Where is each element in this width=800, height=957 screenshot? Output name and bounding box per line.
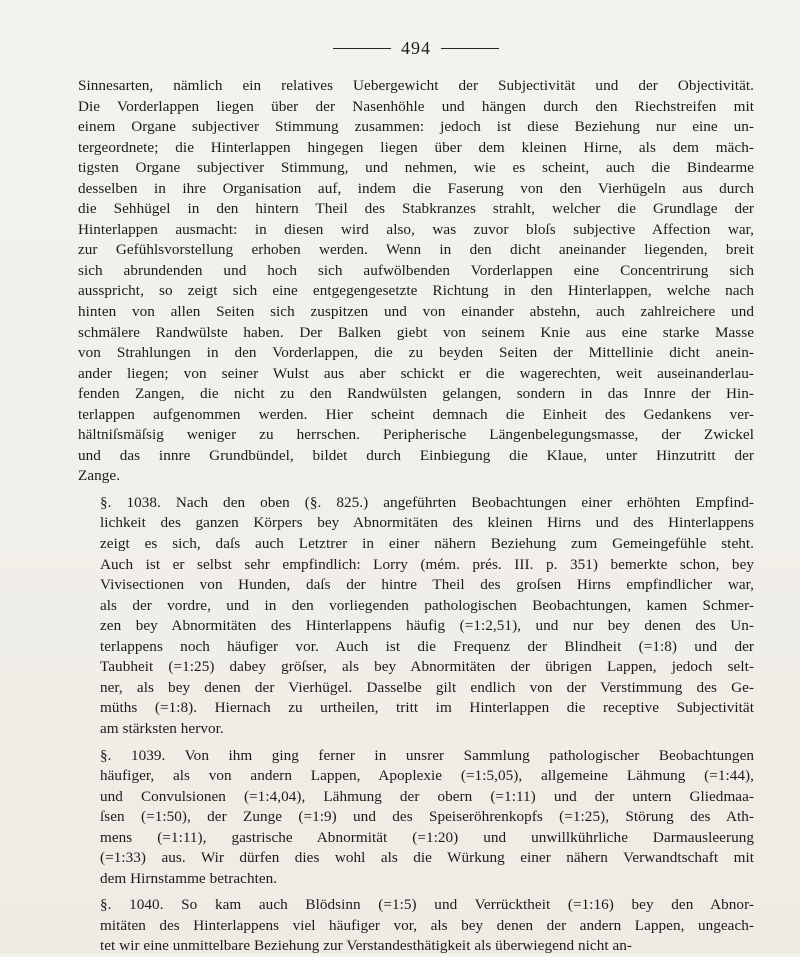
text-line: schmälere Randwülste haben. Der Balken giebt von seinem Knie aus eine starke Masse [78,323,754,341]
text-line: häufiger, als von andern Lappen, Apoplexie (=1:5,05), allgemeine Lähmung (=1:44), [100,767,754,785]
text-line: Auch ist er selbst sehr empfindlich: Lorry (mém. prés. III. p. 351) bemerkte schon, bey [100,555,754,573]
text-line: terlappen aufgenommen werden. Hier scheint demnach die Einheit des Gedankens ver- [78,405,754,423]
text-line: tigsten Organe subjectiver Stimmung, und nehmen, wie es scheint, auch die Bindearme [78,159,754,177]
text-line: §. 1040. So kam auch Blödsinn (=1:5) und Verrücktheit (=1:16) bey den Abnor- [100,896,754,914]
header-rule-left [333,48,391,49]
text-line: hältniſsmäſsig weniger zu herrschen. Peripherische Längenbelegungsmasse, der Zwickel [78,426,754,444]
text-line: §. 1039. Von ihm ging ferner in unsrer Sammlung pathologischer Beobachtungen [100,746,754,764]
text-line: lichkeit des ganzen Körpers bey Abnormitäten des kleinen Hirns und des Hinterlappens [100,514,754,532]
text-line: zen bey Abnormitäten des Hinterlappens häufig (=1:2,51), und nur bey denen des Un- [100,617,754,635]
header-rule-right [441,48,499,49]
text-line: sich abrundenden und hoch sich aufwölbenden Vorderlappen eine Concentrirung sich [78,261,754,279]
text-line: am stärksten hervor. [100,719,224,737]
text-line: ander liegen; von seiner Wulst aus aber schickt er die wagerechten, weit auseinanderlau- [78,364,754,382]
paragraph-1039 [78,746,754,890]
text-line: hinten von allen Seiten sich zuspitzen und von einander abstehn, auch zahlreichere und [78,303,754,321]
text-line: als der vordre, und in den vorliegenden pathologischen Beobachtungen, kamen Schmer- [100,596,754,614]
page-header [78,38,754,58]
text-line: die Sehhügel in den hintern Theil des Stabkranzes strahlt, welcher die Grundlage der [78,200,754,218]
text-line: mitäten des Hinterlappens viel häufiger vor, als bey denen der andern Lappen, ungeach- [100,916,754,934]
text-line: einem Organe subjectiver Stimmung zusammen: jedoch ist diese Beziehung nur eine un- [78,118,754,136]
text-line: müths (=1:8). Hiernach zu urtheilen, tritt im Hinterlappen die receptive Subjectivität [100,699,754,717]
paragraph-continuation [78,76,754,487]
page-number: 494 [401,37,431,58]
text-line: Die Vorderlappen liegen über der Nasenhöhle und hängen durch den Riechstreifen mit [78,97,754,115]
text-line: fenden Zangen, die nicht zu den Randwülsten gelangen, sondern in das Innre der Hin- [78,385,754,403]
text-line: ner, als bey denen der Vierhügel. Dasselbe gilt endlich von der Verstimmung des Ge- [100,678,754,696]
text-line: ſsen (=1:50), der Zunge (=1:9) und des Speiseröhrenkopfs (=1:25), Störung des Ath- [100,808,754,826]
text-line: zur Gefühlsvorstellung erhoben werden. Wenn in den dicht aneinander liegenden, breit [78,241,754,259]
text-line: Vivisectionen von Hunden, daſs der hintre Theil des groſsen Hirns empfindlicher war, [100,576,754,594]
text-line: tergeordnete; die Hinterlappen hingegen liegen über dem kleinen Hirne, als dem mäch- [78,138,754,156]
text-line: Sinnesarten, nämlich ein relatives Uebergewicht der Subjectivität und der Objectivität. [78,77,754,94]
text-line: (=1:33) aus. Wir dürfen dies wohl als die Würkung einer nähern Verwandtschaft mit [100,849,754,867]
text-line: Hinterlappen ausmacht: in diesen wird also, was zuvor bloſs subjective Affection war, [78,220,754,238]
text-line: dem Hirnstamme betrachten. [100,869,278,887]
text-line: ausspricht, so zeigt sich eine entgegengesetzte Richtung in den Hinterlappen, welche nach [78,282,754,300]
text-line: terlappens noch häufiger vor. Auch ist die Frequenz der Blindheit (=1:8) und der [100,637,754,655]
paragraph-1040 [78,895,754,957]
text-line: tet wir eine unmittelbare Beziehung zur Verstandesthätigkeit als überwiegend nicht an- [100,937,633,955]
text-line: Zange. [78,467,121,485]
text-line: Taubheit (=1:25) dabey gröſser, als bey Abnormitäten der übrigen Lappen, jedoch selt- [100,658,754,676]
text-line: von Strahlungen in den Vorderlappen, die zu beyden Seiten der Mittellinie dicht anein- [78,344,754,362]
text-line: zeigt es sich, daſs auch Letztrer in einer nähern Beziehung zum Gemeingefühle steht. [100,535,754,553]
text-line: §. 1038. Nach den oben (§. 825.) angeführten Beobachtungen einer erhöhten Empfind- [100,493,754,511]
paragraph-1038 [78,493,754,740]
text-line: desselben in ihre Organisation auf, indem die Faserung von den Vierhügeln aus durch [78,179,754,197]
text-line: und das innre Grundbündel, bildet durch Einbiegung die Klaue, unter Hinzutritt der [78,446,754,464]
body-text [78,76,754,957]
text-line: und Convulsionen (=1:4,04), Lähmung der obern (=1:11) und der untern Gliedmaa- [100,787,754,805]
text-line: mens (=1:11), gastrische Abnormität (=1:20) und unwillkührliche Darmausleerung [100,828,754,846]
